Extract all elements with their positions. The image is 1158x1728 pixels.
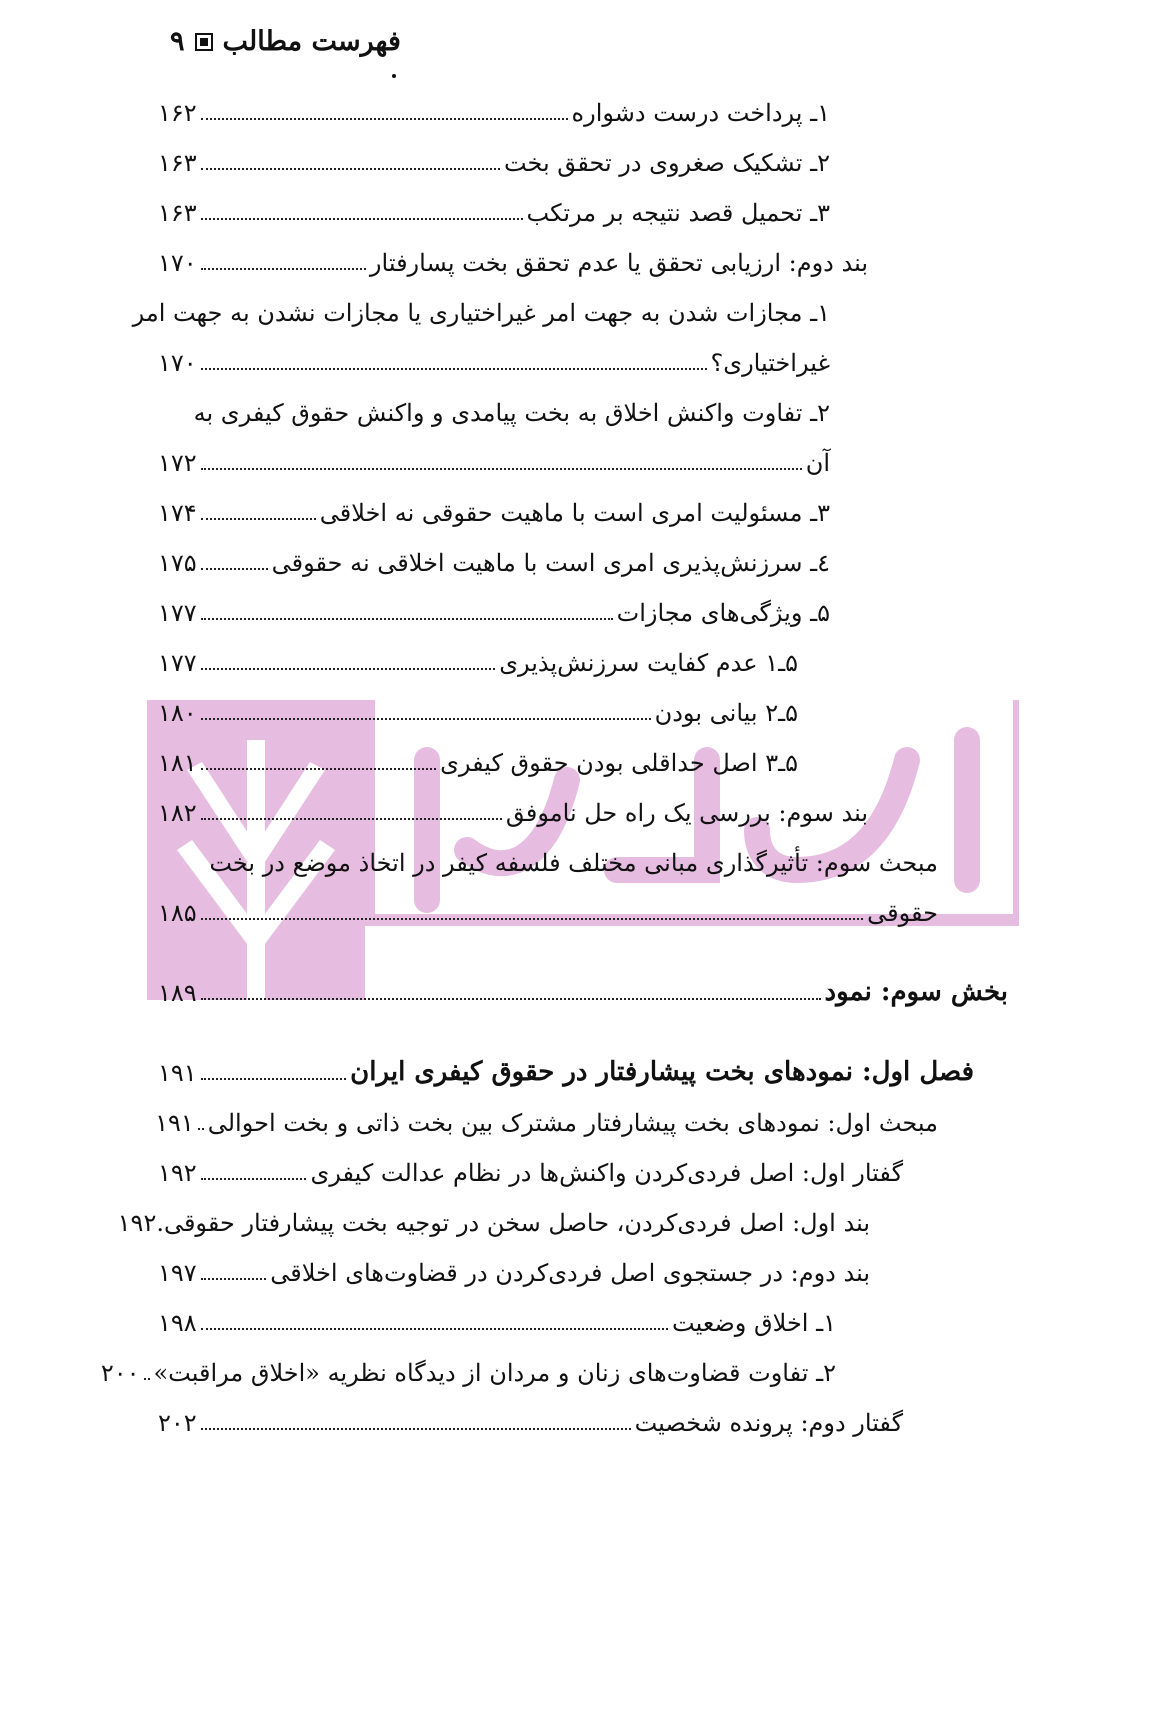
toc-entry[interactable]: ۵ـ۲ بیانی بودن ۱۸۰ <box>158 699 798 728</box>
toc-entry[interactable]: حقوقی ۱۸۵ <box>158 899 938 928</box>
leader-dots <box>201 568 268 570</box>
leader-dots <box>201 918 863 920</box>
toc-entry[interactable]: بند دوم: در جستجوی اصل فردی‌کردن در قضاوت‌های اخلاقی ۱۹۷ <box>158 1259 870 1288</box>
header-title: فهرست مطالب <box>222 26 401 57</box>
leader-dots <box>201 618 613 620</box>
toc-entry-line1: ۱ـ مجازات شدن به جهت امر غیراختیاری یا مجازات نشدن به جهت امر <box>132 299 830 328</box>
header-page-number: ۹ <box>170 26 185 57</box>
toc-entry-line1: مبحث سوم: تأثیرگذاری مبانی مختلف فلسفه کیفر در اتخاذ موضع در بخت <box>209 849 938 878</box>
toc-entry[interactable]: ٤ـ سرزنش‌پذیری امری است با ماهیت اخلاقی نه حقوقی ۱۷۵ <box>158 549 830 578</box>
toc-entry[interactable]: ۱ـ اخلاق وضعیت ۱۹۸ <box>158 1309 836 1338</box>
page-header <box>170 26 401 57</box>
leader-dots <box>201 768 436 770</box>
toc-entry[interactable]: ۲ـ تشکیک صغروی در تحقق بخت ۱۶۳ <box>158 149 830 178</box>
toc-entry[interactable]: ۳ـ تحمیل قصد نتیجه بر مرتکب ۱۶۳ <box>158 199 830 228</box>
toc-entry[interactable]: ۱ـ پرداخت درست دشواره ۱۶۲ <box>158 99 830 128</box>
toc-entry[interactable]: بند سوم: بررسی یک راه حل ناموفق ۱۸۲ <box>158 799 868 828</box>
toc-entry[interactable]: بند دوم: ارزیابی تحقق یا عدم تحقق بخت پسارفتار ۱۷۰ <box>158 249 868 278</box>
leader-dots <box>201 668 496 670</box>
toc-entry[interactable]: ۵ـ ویژگی‌های مجازات ۱۷۷ <box>158 599 830 628</box>
ink-speck <box>392 74 396 78</box>
toc-entry[interactable]: بند اول: اصل فردی‌کردن، حاصل سخن در توجیه بخت پیشارفتار حقوقی. ۱۹۲ <box>117 1209 870 1238</box>
toc-entry[interactable]: گفتار دوم: پرونده شخصیت ۲۰۲ <box>158 1409 903 1438</box>
toc-entry[interactable]: ۲ـ تفاوت قضاوت‌های زنان و مردان از دیدگاه نظریه «اخلاق مراقبت» ۲۰۰ <box>100 1359 836 1388</box>
toc-entry[interactable]: مبحث اول: نمودهای بخت پیشارفتار مشترک بین بخت ذاتی و بخت احوالی ۱۹۱ <box>155 1109 938 1138</box>
leader-dots <box>201 468 802 470</box>
toc-entry[interactable]: ۵ـ۳ اصل حداقلی بودن حقوق کیفری ۱۸۱ <box>158 749 798 778</box>
leader-dots <box>201 718 651 720</box>
toc-chapter-entry[interactable]: فصل اول: نمودهای بخت پیشارفتار در حقوق کیفری ایران ۱۹۱ <box>158 1056 974 1088</box>
leader-dots <box>201 1078 347 1080</box>
leader-dots <box>198 1128 204 1130</box>
leader-dots <box>201 1428 631 1430</box>
toc-entry[interactable]: آن ۱۷۲ <box>158 449 830 478</box>
toc-entry[interactable]: غیراختیاری؟ ۱۷۰ <box>158 349 830 378</box>
toc-entry[interactable]: گفتار اول: اصل فردی‌کردن واکنش‌ها در نظام عدالت کیفری ۱۹۲ <box>158 1159 903 1188</box>
leader-dots <box>201 1328 668 1330</box>
toc-entry[interactable]: ۳ـ مسئولیت امری است با ماهیت حقوقی نه اخلاقی ۱۷۴ <box>158 499 830 528</box>
leader-dots <box>144 1378 150 1380</box>
leader-dots <box>201 168 500 170</box>
leader-dots <box>201 268 366 270</box>
leader-dots <box>201 1278 267 1280</box>
leader-dots <box>201 118 568 120</box>
toc-section-entry[interactable]: بخش سوم: نمود ۱۸۹ <box>158 976 1008 1008</box>
toc-entry-line1: ۲ـ تفاوت واکنش اخلاق به بخت پیامدی و واکنش حقوق کیفری به <box>193 399 830 428</box>
leader-dots <box>201 368 707 370</box>
square-bullet-icon <box>195 33 213 51</box>
leader-dots <box>201 518 316 520</box>
toc-entry[interactable]: ۵ـ۱ عدم کفایت سرزنش‌پذیری ۱۷۷ <box>158 649 798 678</box>
leader-dots <box>201 818 502 820</box>
leader-dots <box>201 998 821 1000</box>
leader-dots <box>201 1178 307 1180</box>
leader-dots <box>201 218 523 220</box>
